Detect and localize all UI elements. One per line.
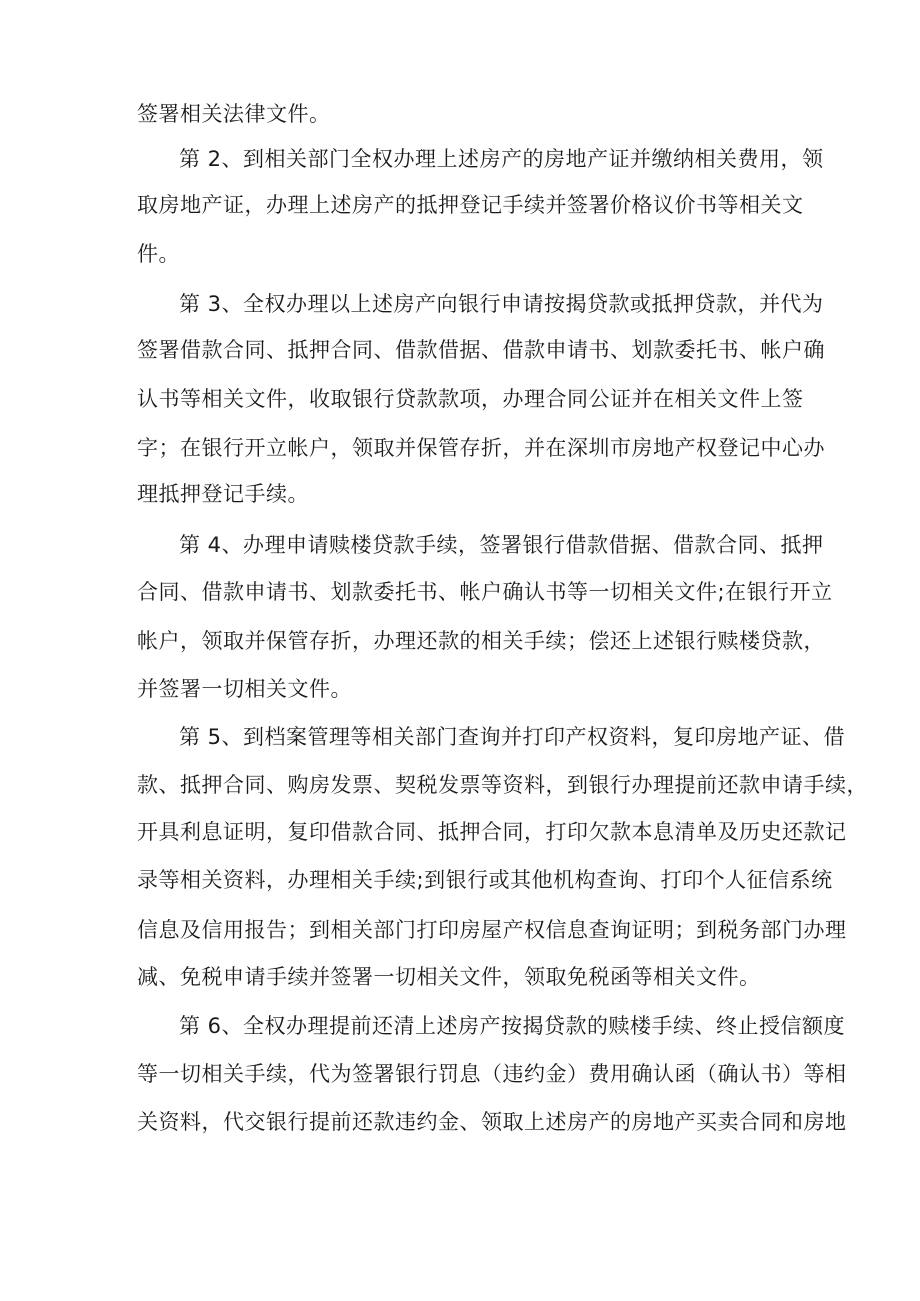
text-line: 录等相关资料，办理相关手续;到银行或其他机构查询、打印个人征信系统 <box>137 868 833 892</box>
text-line: 减、免税申请手续并签署一切相关文件，领取免税函等相关文件。 <box>137 965 761 989</box>
text-line: 字；在银行开立帐户，领取并保管存折，并在深圳市房地产权登记中心办 <box>137 436 825 460</box>
text-line: 等一切相关手续，代为签署银行罚息（违约金）费用确认函（确认书）等相 <box>137 1062 847 1086</box>
paragraph-item-6-line: 第 6、全权办理提前还清上述房产按揭贷款的赎楼手续、终止授信额度 <box>179 1014 846 1038</box>
text-line: 信息及信用报告；到相关部门打印房屋产权信息查询证明；到税务部门办理 <box>137 918 847 942</box>
text-line: 理抵押登记手续。 <box>137 482 309 506</box>
text-line: 签署相关法律文件。 <box>137 102 331 126</box>
paragraph-item-5-line: 第 5、到档案管理等相关部门查询并打印产权资料，复印房地产证、借 <box>179 725 846 749</box>
text-line: 帐户，领取并保管存折，办理还款的相关手续；偿还上述银行赎楼贷款， <box>137 629 825 653</box>
text-line: 取房地产证，办理上述房产的抵押登记手续并签署价格议价书等相关文 <box>137 193 804 217</box>
text-line: 关资料，代交银行提前还款违约金、领取上述房产的房地产买卖合同和房地 <box>137 1110 847 1134</box>
text-line: 件。 <box>137 242 180 266</box>
text-line: 合同、借款申请书、划款委托书、帐户确认书等一切相关文件;在银行开立 <box>137 580 833 604</box>
text-line: 并签署一切相关文件。 <box>137 677 352 701</box>
text-line: 签署借款合同、抵押合同、借款借据、借款申请书、划款委托书、帐户确 <box>137 338 825 362</box>
text-line: 开具利息证明，复印借款合同、抵押合同，打印欠款本息清单及历史还款记 <box>137 820 847 844</box>
paragraph-item-4-line: 第 4、办理申请赎楼贷款手续，签署银行借款借据、借款合同、抵押 <box>179 533 824 557</box>
text-line: 认书等相关文件，收取银行贷款款项，办理合同公证并在相关文件上签 <box>137 387 804 411</box>
paragraph-item-2-line: 第 2、到相关部门全权办理上述房产的房地产证并缴纳相关费用，领 <box>179 147 824 171</box>
text-line: 款、抵押合同、购房发票、契税发票等资料，到银行办理提前还款申请手续， <box>137 773 868 797</box>
paragraph-item-3-line: 第 3、全权办理以上述房产向银行申请按揭贷款或抵押贷款，并代为 <box>179 292 824 316</box>
